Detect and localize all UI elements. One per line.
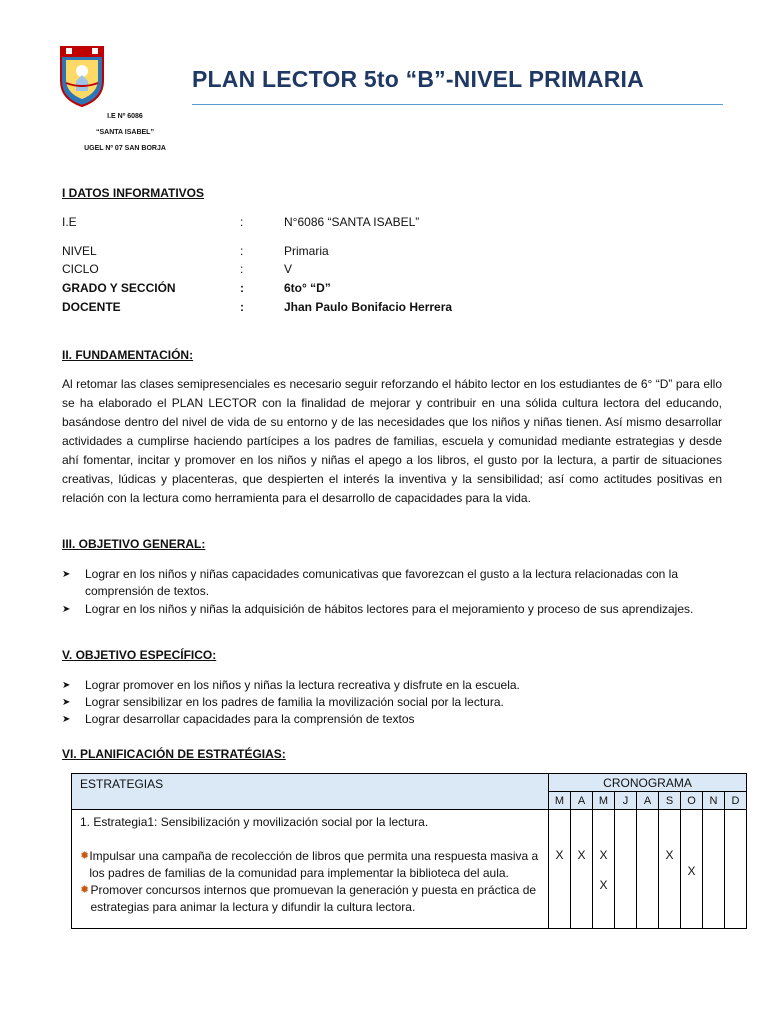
table-header-estrategias: ESTRATEGIAS xyxy=(72,774,549,810)
arrow-bullet-icon: ➤ xyxy=(62,697,71,708)
arrow-bullet-icon: ➤ xyxy=(62,680,71,691)
month-header: D xyxy=(725,792,747,810)
month-cell xyxy=(659,810,681,929)
month-header: N xyxy=(703,792,725,810)
month-cell xyxy=(615,810,637,929)
month-header: A xyxy=(571,792,593,810)
school-name-line: I.E Nº 6086 xyxy=(107,113,143,120)
list-item-text: Lograr en los niños y niñas la adquisición de hábitos lectores para el mejoramiento y proceso de sus aprendizajes. xyxy=(85,602,694,616)
datos-label: NIVEL xyxy=(62,244,97,258)
datos-value: Primaria xyxy=(284,244,329,258)
schedule-mark: X xyxy=(577,848,586,862)
sun-bullet-icon: ✹ xyxy=(80,884,90,896)
section-heading-datos: I DATOS INFORMATIVOS xyxy=(62,186,205,200)
month-header: M xyxy=(549,792,571,810)
schedule-mark: X xyxy=(665,848,674,862)
datos-value: 6to° “D” xyxy=(284,281,331,295)
school-name-line: UGEL Nº 07 SAN BORJA xyxy=(84,145,166,152)
datos-colon: : xyxy=(240,215,244,229)
arrow-bullet-icon: ➤ xyxy=(62,569,71,580)
list-item xyxy=(62,694,722,711)
datos-label: GRADO Y SECCIÓN xyxy=(62,281,176,295)
datos-colon: : xyxy=(240,281,244,295)
activity-text: Impulsar una campaña de recolección de libros que permita una respuesta masiva a los padres de familias de la comunidad para implementar la biblioteca del aula. xyxy=(89,849,539,880)
month-header: A xyxy=(637,792,659,810)
schedule-mark: X xyxy=(687,864,696,878)
month-header: O xyxy=(681,792,703,810)
list-item-text: Lograr sensibilizar en los padres de familia la movilización social por la lectura. xyxy=(85,695,504,709)
datos-label: I.E xyxy=(62,215,77,229)
month-header: S xyxy=(659,792,681,810)
month-cell xyxy=(725,810,747,929)
datos-colon: : xyxy=(240,262,244,276)
section-heading-objetivo-especifico: V. OBJETIVO ESPECÍFICO: xyxy=(62,648,217,662)
activity-text: Promover concursos internos que promuevan la generación y puesta en práctica de estrategias para animar la lectura y difundir la cultura lectora. xyxy=(90,883,537,914)
sun-bullet-icon: ✹ xyxy=(80,850,90,862)
list-item xyxy=(62,711,722,728)
month-header: J xyxy=(615,792,637,810)
school-crest-logo xyxy=(58,45,106,107)
fundamentacion-paragraph: Al retomar las clases semipresenciales es necesario seguir reforzando el hábito lector en los estudiantes de 6° “D” para ello se ha elaborado el PLAN LECTOR con la finalidad de mejorar y contribuir en una sólida cultura lectora del educando, basándose dentro del nivel de vida de su entorno y de las necesidades que los niños y niñas tienen. Así mismo desarrollar actividades a cumplirse haciendo partícipes a los padres de familias, escuela y comunidad mediante estrategias y desde ahí fomentar, incitar y promover en los niños y niñas el apego a los libros, el gusto por la lectura, a partir de situaciones creativas, lúdicas y placenteras, que despierten el interés la inventiva y la sensibilidad; así como actitudes positivas en relación con la lectura como herramienta para el desarrollo de capacidades para la vida. xyxy=(62,377,722,505)
month-cell xyxy=(681,810,703,929)
datos-value: V xyxy=(284,262,293,276)
list-item xyxy=(62,601,722,618)
school-name-line: “SANTA ISABEL” xyxy=(96,129,154,136)
arrow-bullet-icon: ➤ xyxy=(62,604,71,615)
month-header: M xyxy=(593,792,615,810)
list-item-text: Lograr desarrollar capacidades para la comprensión de textos xyxy=(85,712,415,726)
planning-table xyxy=(71,773,747,929)
datos-value: Jhan Paulo Bonifacio Herrera xyxy=(284,300,453,314)
activity-item xyxy=(80,882,540,916)
title-underline xyxy=(192,104,723,105)
strategy-title: 1. Estrategia1: Sensibilización y movilización social por la lectura. xyxy=(80,815,429,829)
schedule-mark: X xyxy=(555,848,564,862)
section-heading-fundamentacion: II. FUNDAMENTACIÓN: xyxy=(62,348,194,362)
month-cell xyxy=(637,810,659,929)
month-cell xyxy=(593,810,615,929)
table-row xyxy=(72,810,747,929)
datos-label: DOCENTE xyxy=(62,300,121,314)
month-cell xyxy=(571,810,593,929)
strategy-cell xyxy=(72,810,549,929)
page-title: PLAN LECTOR 5to “B”-NIVEL PRIMARIA xyxy=(192,66,644,92)
datos-value: N°6086 “SANTA ISABEL” xyxy=(284,215,420,229)
schedule-mark: X xyxy=(599,878,608,892)
list-item-text: Lograr en los niños y niñas capacidades comunicativas que favorezcan el gusto a la lectura relacionadas con la comprensión de textos. xyxy=(85,567,679,598)
section-heading-objetivo-general: III. OBJETIVO GENERAL: xyxy=(62,537,206,551)
activity-item xyxy=(80,848,540,882)
datos-colon: : xyxy=(240,300,244,314)
table-header-cronograma: CRONOGRAMA xyxy=(549,774,747,792)
list-item xyxy=(62,677,722,694)
list-item-text: Lograr promover en los niños y niñas la lectura recreativa y disfrute en la escuela. xyxy=(85,678,520,692)
list-item xyxy=(62,566,722,600)
month-cell xyxy=(549,810,571,929)
arrow-bullet-icon: ➤ xyxy=(62,714,71,725)
month-cell xyxy=(703,810,725,929)
datos-label: CICLO xyxy=(62,262,99,276)
datos-colon: : xyxy=(240,244,244,258)
section-heading-planificacion: VI. PLANIFICACIÓN DE ESTRATÉGIAS: xyxy=(62,747,286,761)
schedule-mark: X xyxy=(599,848,608,862)
